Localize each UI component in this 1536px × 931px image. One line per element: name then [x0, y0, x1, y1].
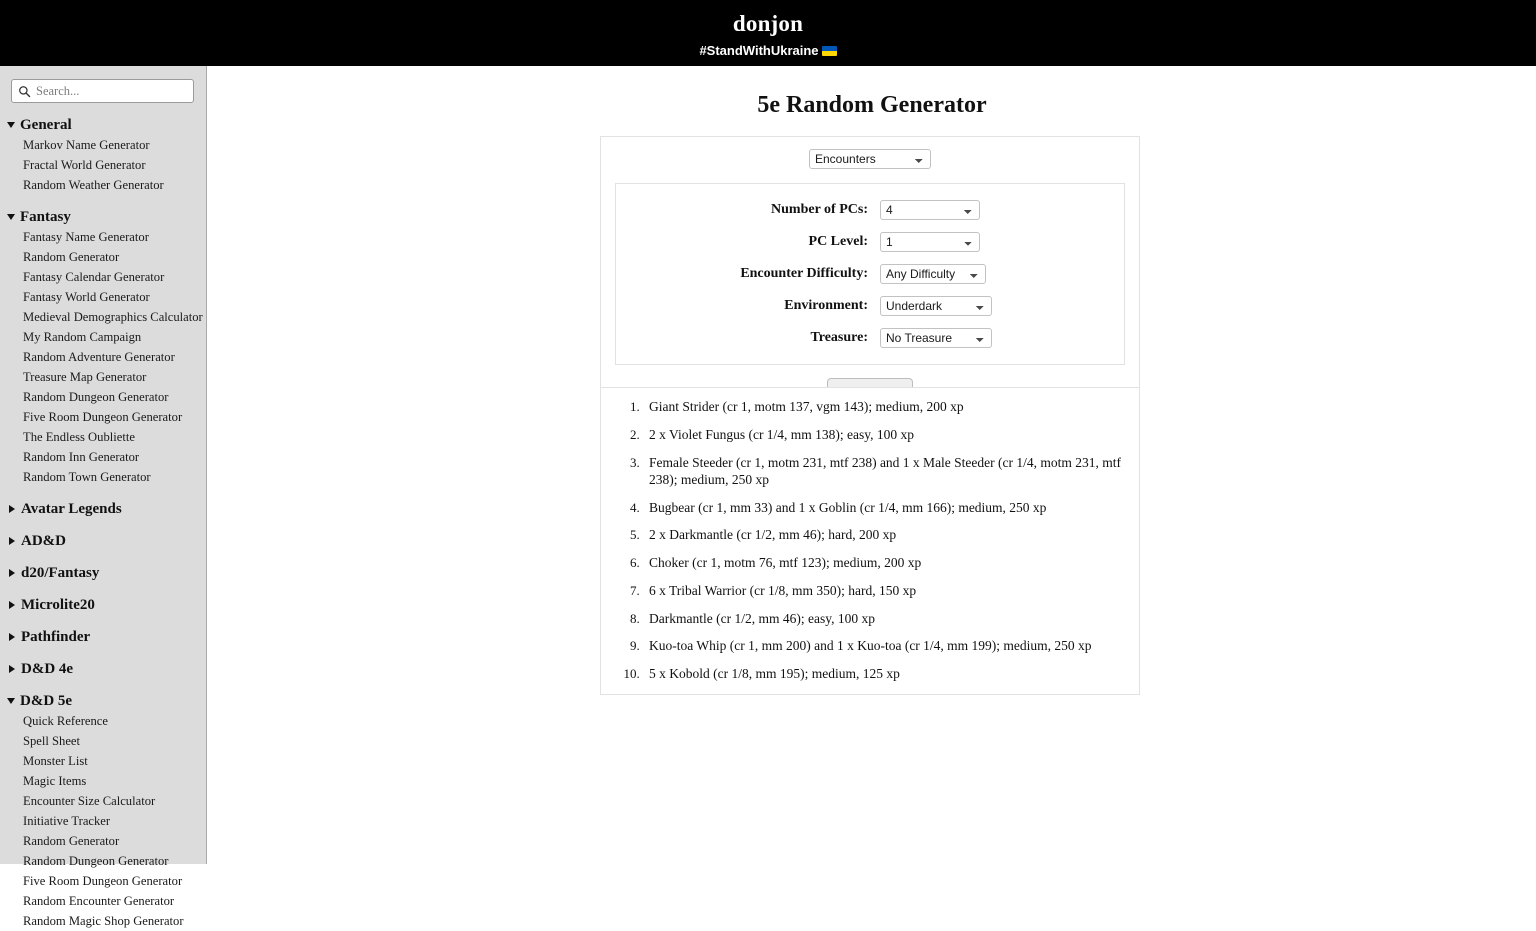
field-control	[880, 328, 992, 348]
site-title: donjon	[732, 11, 804, 36]
sidebar-section-header[interactable]	[0, 499, 206, 519]
sidebar-nav[interactable]	[0, 115, 206, 931]
sidebar-section-header[interactable]	[0, 627, 206, 647]
sidebar-section-ad-d	[0, 531, 206, 551]
field-control	[880, 232, 980, 252]
sidebar-section-header[interactable]	[0, 207, 206, 227]
chevron-right-icon	[9, 633, 15, 641]
results-list	[601, 398, 1139, 682]
field-select-number-of-pcs[interactable]	[880, 200, 980, 220]
result-item: 1. Giant Strider (cr 1, motm 137, vgm 143); medium, 200 xp	[643, 398, 1121, 415]
site-tagline	[0, 35, 1536, 57]
sidebar-item-random-generator[interactable]: Random Generator	[23, 250, 120, 264]
sidebar[interactable]	[0, 66, 207, 928]
sidebar-section-label: AD&D	[21, 532, 66, 549]
sidebar-item-five-room-dungeon-generator[interactable]: Five Room Dungeon Generator	[23, 874, 183, 888]
sidebar-item-encounter-size-calculator[interactable]: Encounter Size Calculator	[23, 794, 156, 808]
sidebar-section-header[interactable]	[0, 595, 206, 615]
sidebar-item-quick-reference[interactable]: Quick Reference	[23, 714, 108, 728]
site-tagline-text: #StandWithUkraine	[699, 43, 819, 58]
field-row	[616, 258, 1124, 290]
chevron-right-icon	[9, 569, 15, 577]
sidebar-item-random-inn-generator[interactable]: Random Inn Generator	[23, 450, 140, 464]
result-item: 2. 2 x Violet Fungus (cr 1/4, mm 138); easy, 100 xp	[643, 426, 1121, 443]
sidebar-item-treasure-map-generator[interactable]: Treasure Map Generator	[23, 370, 147, 384]
field-select-treasure[interactable]	[880, 328, 992, 348]
sidebar-section-d-d-5e	[0, 691, 206, 931]
sidebar-section-d-d-4e	[0, 659, 206, 679]
sidebar-item-random-generator[interactable]: Random Generator	[23, 834, 120, 848]
field-label: PC Level:	[808, 234, 868, 249]
sidebar-section-header[interactable]	[0, 563, 206, 583]
generator-fields-panel	[615, 183, 1125, 365]
sidebar-section-label: Microlite20	[21, 596, 95, 613]
result-item: 3. Female Steeder (cr 1, motm 231, mtf 238) and 1 x Male Steeder (cr 1/4, motm 231, mtf 238); medium, 250 xp	[643, 454, 1121, 489]
sidebar-item-my-random-campaign[interactable]: My Random Campaign	[23, 330, 142, 344]
sidebar-item-markov-name-generator[interactable]: Markov Name Generator	[23, 138, 150, 152]
sidebar-item-initiative-tracker[interactable]: Initiative Tracker	[23, 814, 111, 828]
sidebar-item-magic-items[interactable]: Magic Items	[23, 774, 87, 788]
sidebar-item-random-weather-generator[interactable]: Random Weather Generator	[23, 178, 164, 192]
generator-form-panel	[600, 136, 1140, 420]
sidebar-item-spell-sheet[interactable]: Spell Sheet	[23, 734, 81, 748]
sidebar-section-microlite20	[0, 595, 206, 615]
sidebar-item-random-magic-shop-generator[interactable]: Random Magic Shop Generator	[23, 914, 184, 928]
sidebar-section-label: Pathfinder	[21, 628, 91, 645]
sidebar-item-random-adventure-generator[interactable]: Random Adventure Generator	[23, 350, 175, 364]
chevron-right-icon	[9, 665, 15, 673]
field-select-environment[interactable]	[880, 296, 992, 316]
sidebar-section-label: General	[20, 116, 72, 133]
field-row	[616, 226, 1124, 258]
field-control	[880, 296, 992, 316]
sidebar-item-monster-list[interactable]: Monster List	[23, 754, 88, 768]
main-content	[208, 66, 1536, 864]
sidebar-section-header[interactable]	[0, 531, 206, 551]
sidebar-section-general	[0, 115, 206, 195]
search-box[interactable]	[11, 79, 194, 103]
sidebar-item-random-dungeon-generator[interactable]: Random Dungeon Generator	[23, 854, 169, 868]
sidebar-section-label: Avatar Legends	[21, 500, 122, 517]
field-select-pc-level[interactable]	[880, 232, 980, 252]
sidebar-item-random-town-generator[interactable]: Random Town Generator	[23, 470, 151, 484]
sidebar-item-fantasy-calendar-generator[interactable]: Fantasy Calendar Generator	[23, 270, 165, 284]
field-label: Treasure:	[810, 330, 868, 345]
site-header	[0, 0, 1536, 66]
result-item: 7. 6 x Tribal Warrior (cr 1/8, mm 350); hard, 150 xp	[643, 582, 1121, 599]
chevron-right-icon	[9, 601, 15, 609]
sidebar-section-header[interactable]	[0, 115, 206, 135]
field-row	[616, 194, 1124, 226]
sidebar-item-fantasy-world-generator[interactable]: Fantasy World Generator	[23, 290, 150, 304]
sidebar-section-pathfinder	[0, 627, 206, 647]
chevron-right-icon	[9, 505, 15, 513]
sidebar-section-label: Fantasy	[20, 208, 71, 225]
field-label: Number of PCs:	[771, 202, 868, 217]
ukraine-flag-icon	[822, 46, 837, 56]
sidebar-item-five-room-dungeon-generator[interactable]: Five Room Dungeon Generator	[23, 410, 183, 424]
sidebar-item-fantasy-name-generator[interactable]: Fantasy Name Generator	[23, 230, 149, 244]
generator-type-select[interactable]	[809, 149, 931, 169]
field-row	[616, 322, 1124, 354]
sidebar-section-avatar-legends	[0, 499, 206, 519]
field-label: Environment:	[784, 298, 868, 313]
chevron-down-icon	[7, 214, 15, 220]
sidebar-item-medieval-demographics-calculator[interactable]: Medieval Demographics Calculator	[23, 310, 203, 324]
sidebar-item-fractal-world-generator[interactable]: Fractal World Generator	[23, 158, 146, 172]
sidebar-item-random-encounter-generator[interactable]: Random Encounter Generator	[23, 894, 175, 908]
sidebar-section-label: D&D 5e	[20, 692, 73, 709]
search-input[interactable]	[36, 82, 187, 100]
chevron-down-icon	[7, 698, 15, 704]
sidebar-section-label: d20/Fantasy	[21, 564, 100, 581]
sidebar-item-the-endless-oubliette[interactable]: The Endless Oubliette	[23, 430, 135, 444]
field-control	[880, 200, 980, 220]
result-item: 8. Darkmantle (cr 1/2, mm 46); easy, 100 xp	[643, 610, 1121, 627]
sidebar-item-random-dungeon-generator[interactable]: Random Dungeon Generator	[23, 390, 169, 404]
result-item: 5. 2 x Darkmantle (cr 1/2, mm 46); hard, 200 xp	[643, 526, 1121, 543]
generator-type-row	[601, 149, 1139, 169]
field-select-encounter-difficulty[interactable]	[880, 264, 986, 284]
chevron-down-icon	[7, 122, 15, 128]
sidebar-section-label: D&D 4e	[21, 660, 74, 677]
page-title: 5e Random Generator	[757, 92, 987, 118]
result-item: 4. Bugbear (cr 1, mm 33) and 1 x Goblin (cr 1/4, mm 166); medium, 250 xp	[643, 499, 1121, 516]
field-control	[880, 264, 986, 284]
sidebar-section-fantasy	[0, 207, 206, 487]
field-row	[616, 290, 1124, 322]
sidebar-section-d20-fantasy	[0, 563, 206, 583]
sidebar-section-header[interactable]	[0, 659, 206, 679]
search-icon	[18, 85, 31, 98]
sidebar-section-header[interactable]	[0, 691, 206, 711]
results-panel	[600, 387, 1140, 695]
result-item: 9. Kuo-toa Whip (cr 1, mm 200) and 1 x Kuo-toa (cr 1/4, mm 199); medium, 250 xp	[643, 637, 1121, 654]
chevron-right-icon	[9, 537, 15, 545]
result-item: 10. 5 x Kobold (cr 1/8, mm 195); medium, 125 xp	[643, 665, 1121, 682]
field-label: Encounter Difficulty:	[740, 266, 868, 281]
result-item: 6. Choker (cr 1, motm 76, mtf 123); medium, 200 xp	[643, 554, 1121, 571]
